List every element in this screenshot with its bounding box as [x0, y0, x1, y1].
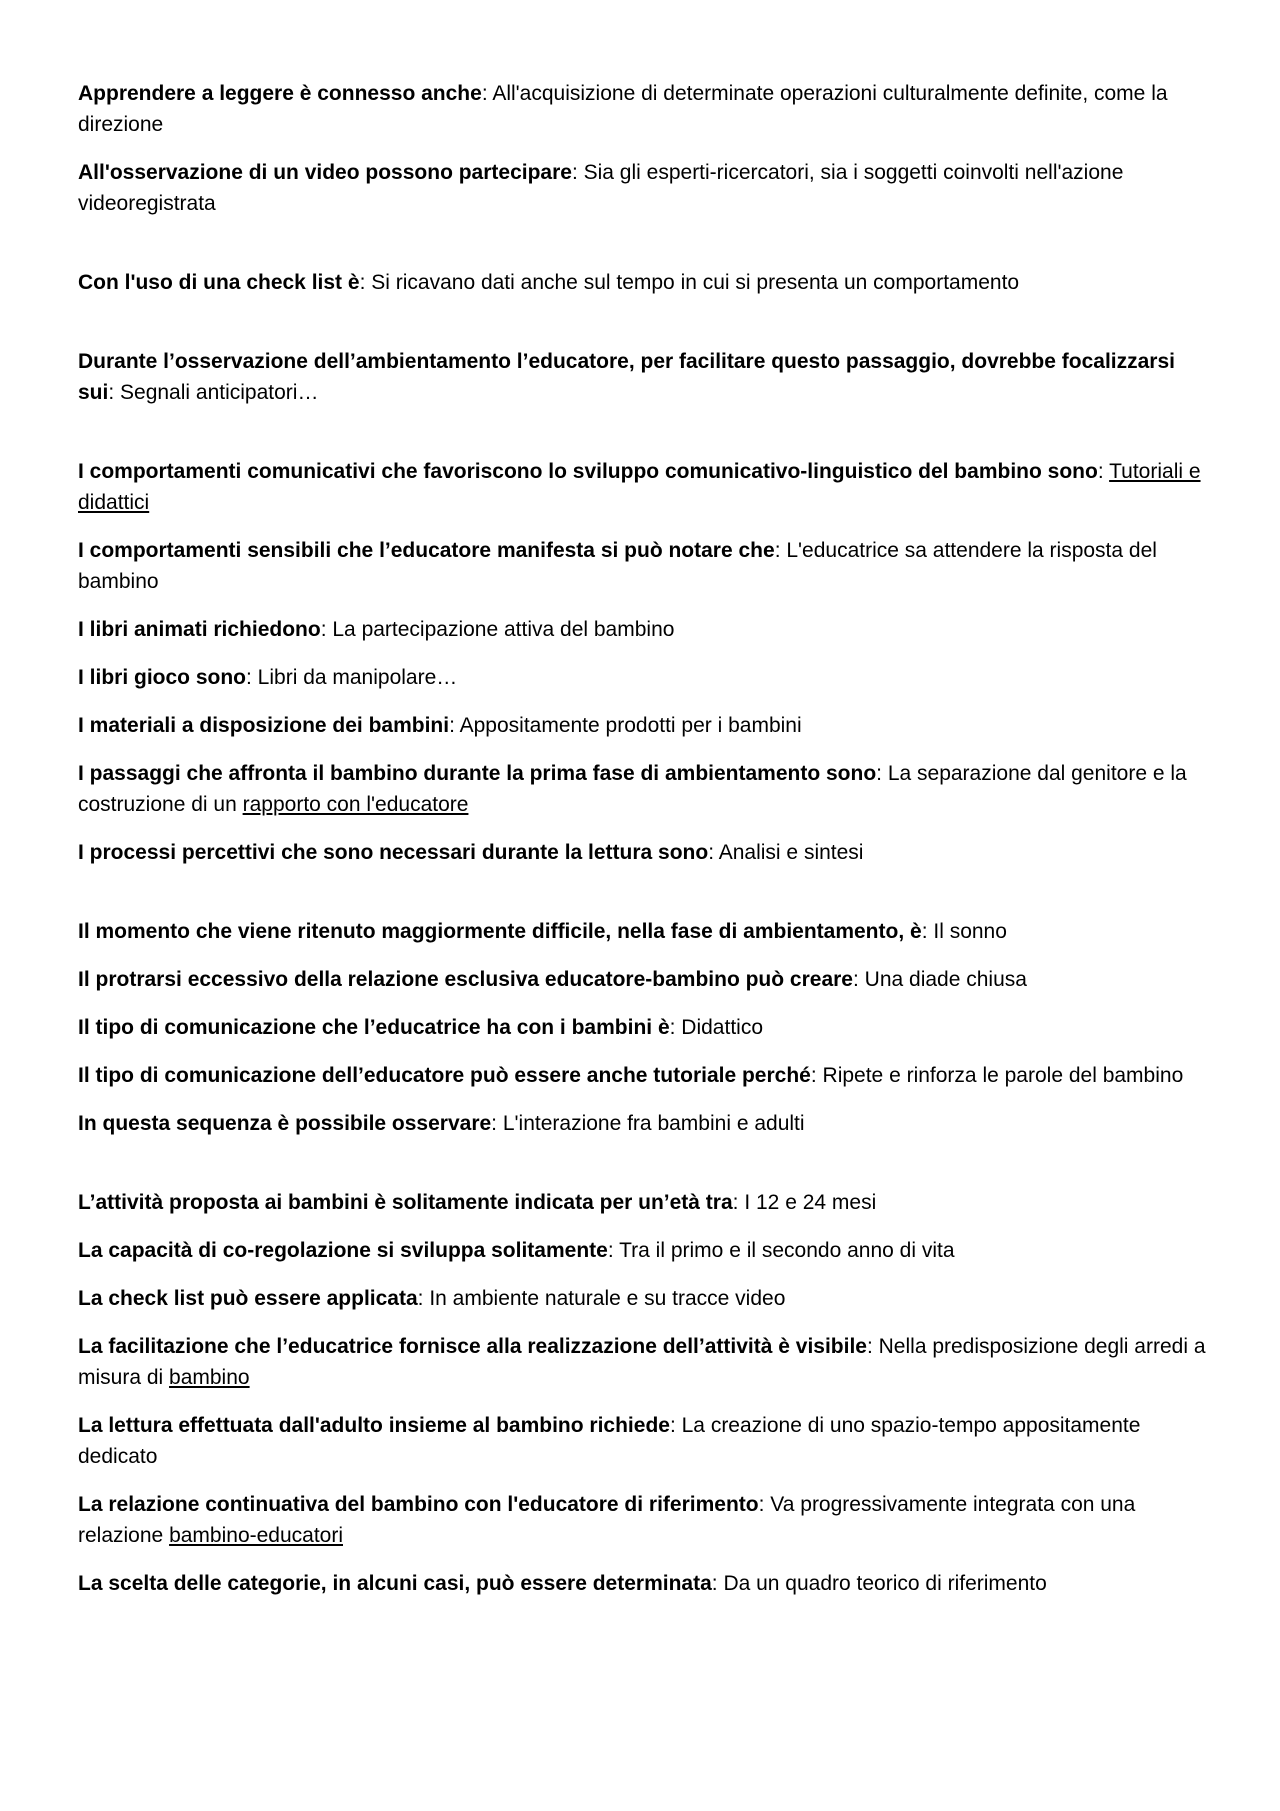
answer: L'educatrice sa attendere la risposta del bambino [78, 539, 1157, 593]
separator: : [607, 1239, 620, 1262]
question: Il tipo di comunicazione dell’educatore può essere anche tutoriale perché [78, 1064, 811, 1087]
qa-entry [78, 1187, 1208, 1218]
qa-entry [78, 710, 1208, 741]
separator: : [320, 618, 333, 641]
qa-entry [78, 1108, 1208, 1139]
separator: : [810, 1064, 823, 1087]
answer: Libri da manipolare… [257, 666, 458, 689]
separator: : [866, 1335, 879, 1358]
question: I comportamenti comunicativi che favoriscono lo sviluppo comunicativo-linguistico del bambino sono [78, 460, 1098, 483]
separator: : [669, 1016, 682, 1039]
separator: : [481, 82, 493, 105]
separator: : [876, 762, 888, 785]
qa-entry [78, 267, 1208, 298]
qa-entry [78, 535, 1208, 597]
qa-entry [78, 1012, 1208, 1043]
answer: Didattico [681, 1016, 763, 1039]
qa-entry [78, 1235, 1208, 1266]
answer: Segnali anticipatori… [120, 381, 319, 404]
qa-entry [78, 346, 1208, 408]
answer: I 12 e 24 mesi [744, 1191, 877, 1214]
question: Il tipo di comunicazione che l’educatrice ha con i bambini è [78, 1016, 670, 1039]
answer: Appositamente prodotti per i bambini [459, 714, 802, 737]
question: La relazione continuativa del bambino con l'educatore di riferimento [78, 1493, 759, 1516]
answer-underlined: Tutoriali e didattici [78, 460, 1201, 514]
question: Con l'uso di una check list è [78, 271, 360, 294]
question: All'osservazione di un video possono partecipare [78, 161, 572, 184]
answer-underlined: bambino [169, 1366, 250, 1389]
answer: Una diade chiusa [864, 968, 1027, 991]
question: La lettura effettuata dall'adulto insieme al bambino richiede [78, 1414, 670, 1437]
separator: : [921, 920, 934, 943]
separator: : [449, 714, 460, 737]
answer: Sia gli esperti-ricercatori, sia i soggetti coinvolti nell'azione videoregistrata [78, 161, 1124, 215]
separator: : [852, 968, 865, 991]
separator: : [758, 1493, 771, 1516]
question: La capacità di co-regolazione si sviluppa solitamente [78, 1239, 608, 1262]
separator: : [732, 1191, 745, 1214]
question: Durante l’osservazione dell’ambientamento l’educatore, per facilitare questo passaggio, dovrebbe focalizzarsi sui [78, 350, 1175, 404]
answer: La creazione di uno spazio-tempo appositamente dedicato [78, 1414, 1141, 1468]
qa-entry [78, 1331, 1208, 1393]
question: I materiali a disposizione dei bambini [78, 714, 450, 737]
qa-entry [78, 456, 1208, 518]
question: Il protrarsi eccessivo della relazione esclusiva educatore-bambino può creare [78, 968, 853, 991]
separator: : [708, 841, 719, 864]
question: I libri gioco sono [78, 666, 246, 689]
qa-entry [78, 1283, 1208, 1314]
question: In questa sequenza è possibile osservare [78, 1112, 492, 1135]
answer: Si ricavano dati anche sul tempo in cui si presenta un comportamento [371, 271, 1020, 294]
answer-underlined: rapporto con l'educatore [242, 793, 469, 816]
separator: : [711, 1572, 724, 1595]
answer: Da un quadro teorico di riferimento [723, 1572, 1047, 1595]
question: Il momento che viene ritenuto maggiormente difficile, nella fase di ambientamento, è [78, 920, 922, 943]
answer: La separazione dal genitore e la costruzione di un [78, 762, 1187, 816]
separator: : [246, 666, 258, 689]
question: I libri animati richiedono [78, 618, 321, 641]
qa-entry [78, 157, 1208, 219]
qa-entry [78, 78, 1208, 140]
separator: : [359, 271, 372, 294]
answer: In ambiente naturale e su tracce video [429, 1287, 786, 1310]
question: L’attività proposta ai bambini è solitamente indicata per un’età tra [78, 1191, 733, 1214]
document-page [78, 78, 1208, 1616]
separator: : [571, 161, 584, 184]
question: La scelta delle categorie, in alcuni casi, può essere determinata [78, 1572, 712, 1595]
answer: Nella predisposizione degli arredi a misura di [78, 1335, 1206, 1389]
separator: : [669, 1414, 682, 1437]
separator: : [491, 1112, 503, 1135]
answer: Va progressivamente integrata con una relazione [78, 1493, 1136, 1547]
answer: All'acquisizione di determinate operazioni culturalmente definite, come la direzione [78, 82, 1168, 136]
separator: : [1097, 460, 1110, 483]
separator: : [108, 381, 121, 404]
qa-entry [78, 916, 1208, 947]
question: Apprendere a leggere è connesso anche [78, 82, 482, 105]
answer: Tra il primo e il secondo anno di vita [619, 1239, 955, 1262]
qa-entry [78, 758, 1208, 820]
answer: La partecipazione attiva del bambino [332, 618, 675, 641]
answer: Ripete e rinforza le parole del bambino [822, 1064, 1184, 1087]
question: I passaggi che affronta il bambino durante la prima fase di ambientamento sono [78, 762, 877, 785]
question: La check list può essere applicata [78, 1287, 418, 1310]
qa-entry [78, 662, 1208, 693]
answer-underlined: bambino-educatori [169, 1524, 343, 1547]
answer: Analisi e sintesi [718, 841, 864, 864]
answer: L'interazione fra bambini e adulti [502, 1112, 805, 1135]
question: I comportamenti sensibili che l’educatore manifesta si può notare che [78, 539, 775, 562]
qa-entry [78, 837, 1208, 868]
qa-entry [78, 1568, 1208, 1599]
question: I processi percettivi che sono necessari durante la lettura sono [78, 841, 709, 864]
qa-entry [78, 614, 1208, 645]
separator: : [774, 539, 787, 562]
qa-entry [78, 1410, 1208, 1472]
qa-entry [78, 1489, 1208, 1551]
question: La facilitazione che l’educatrice fornisce alla realizzazione dell’attività è visibile [78, 1335, 867, 1358]
answer: Il sonno [933, 920, 1007, 943]
separator: : [417, 1287, 430, 1310]
qa-entry [78, 1060, 1208, 1091]
qa-entry [78, 964, 1208, 995]
